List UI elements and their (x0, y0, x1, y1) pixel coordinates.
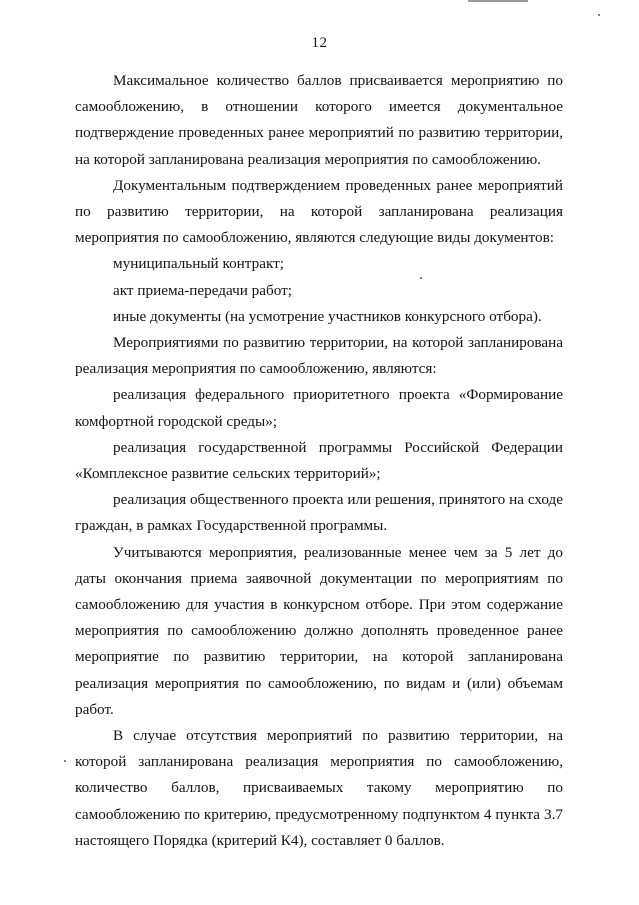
paragraph: Учитываются мероприятия, реализованные менее чем за 5 лет до даты окончания приема заявочной документации по мероприятиям по самообложению для участия в конкурсном отборе. При этом содержание мероприятия по самообложению должно дополнять проведенное ранее мероприятие по развитию территории, на которой запланирована реализация мероприятия по самообложению, по видам и (или) объемам работ. (75, 543, 563, 718)
list-item: реализация государственной программы Российской Федерации «Комплексное развитие сельских территорий»; (75, 438, 563, 483)
paragraph: Мероприятиями по развитию территории, на которой запланирована реализация мероприятия по самообложению, являются: (75, 334, 563, 378)
page-number: 12 (311, 35, 328, 51)
scan-edge-line (468, 0, 528, 2)
scan-dot (64, 760, 66, 762)
list-item: реализация общественного проекта или решения, принятого на сходе граждан, в рамках Государственной программы. (75, 491, 563, 535)
paragraph: Документальным подтверждением проведенных ранее мероприятий по развитию территории, на которой запланирована реализация мероприятия по самообложению, являются следующие виды документов: (75, 176, 563, 247)
document-body (75, 68, 563, 854)
paragraph: В случае отсутствия мероприятий по развитию территории, на которой запланирована реализация мероприятия по самообложению, количество баллов, присваиваемых такому мероприятию по самообложению по критерию, предусмотренному подпунктом 4 пункта 3.7 настоящего Порядка (критерий К4), составляет 0 баллов. (75, 727, 563, 849)
paragraph: Максимальное количество баллов присваивается мероприятию по самообложению, в отношении которого имеется документальное подтверждение проведенных ранее мероприятий по развитию территории, на которой запланирована реализация мероприятия по самообложению. (75, 72, 563, 168)
list-item: муниципальный контракт; (113, 255, 284, 273)
list-item: реализация федерального приоритетного проекта «Формирование комфортной городской среды»; (75, 386, 563, 430)
list-item: иные документы (на усмотрение участников конкурсного отбора). (113, 307, 542, 325)
list-item: акт приема-передачи работ; (113, 281, 292, 299)
scan-dot (598, 14, 600, 16)
